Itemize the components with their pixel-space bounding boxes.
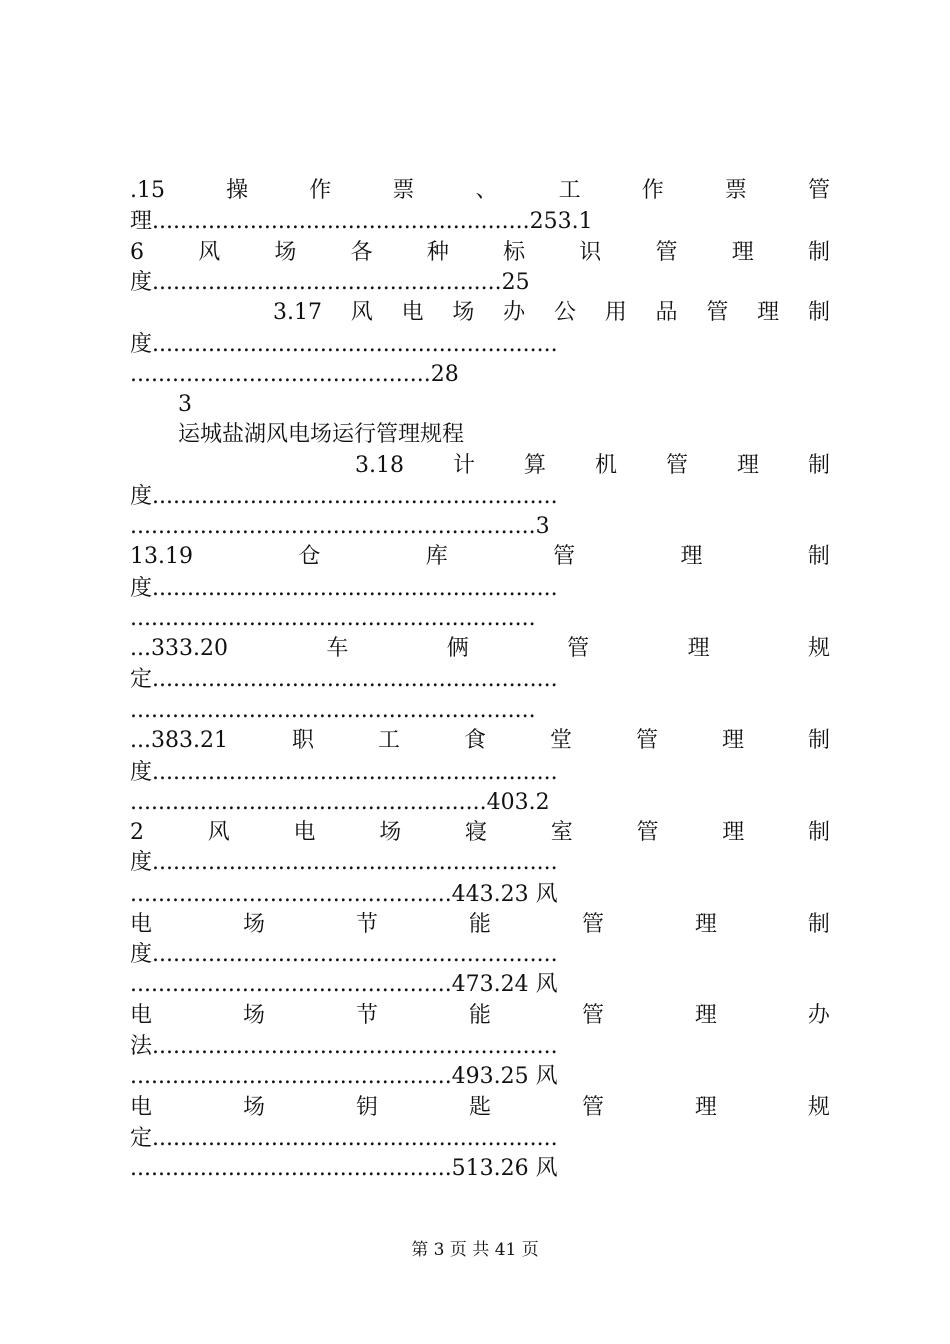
toc-line-token: 3.18 <box>355 453 404 478</box>
toc-line-token: 制 <box>807 820 830 845</box>
toc-line-token: 管 <box>665 453 688 478</box>
toc-line-token: 制 <box>807 912 830 937</box>
toc-line-token: 电 <box>401 300 424 325</box>
toc-line-token: 场 <box>242 912 265 937</box>
toc-line: ..........................................................3 <box>130 514 550 539</box>
toc-line-token: 管 <box>635 728 658 753</box>
toc-line-token: 制 <box>807 300 830 325</box>
toc-line: 度.......................................................... <box>130 332 558 357</box>
toc-line-token: 管 <box>581 1003 604 1028</box>
toc-line-token: 用 <box>604 300 627 325</box>
toc-line-token: 作 <box>641 178 664 203</box>
toc-line-token: 库 <box>425 544 448 569</box>
toc-line <box>130 542 830 572</box>
toc-line-token: 管 <box>567 636 590 661</box>
toc-line-token: 风 <box>198 240 221 265</box>
toc-line: 度..................................................25 <box>130 270 530 295</box>
toc-line <box>130 1001 830 1031</box>
toc-line-token: 节 <box>355 1003 378 1028</box>
toc-line-token: 管 <box>581 912 604 937</box>
toc-line-token: 钥 <box>355 1095 378 1120</box>
toc-line-token: 堂 <box>549 728 572 753</box>
toc-line-token: ...383.21 <box>130 728 228 753</box>
toc-line-token: 制 <box>807 544 830 569</box>
toc-line-token: 制 <box>807 453 830 478</box>
toc-line-token: 管 <box>636 820 659 845</box>
toc-line: ..............................................443.23 风 <box>130 882 558 907</box>
toc-line-token: 电 <box>293 820 316 845</box>
toc-line-token: 机 <box>594 453 617 478</box>
toc-line-token: 理 <box>736 453 759 478</box>
toc-line <box>130 910 830 940</box>
toc-line-token: 办 <box>807 1003 830 1028</box>
toc-line-token: 工 <box>558 178 581 203</box>
toc-line-token: 理 <box>722 820 745 845</box>
toc-line: 度.......................................................... <box>130 850 558 875</box>
toc-line-token: 规 <box>807 636 830 661</box>
toc-line-token: ...333.20 <box>130 636 228 661</box>
toc-line-token: 3.17 <box>273 300 322 325</box>
toc-line: ..............................................513.26 风 <box>130 1156 558 1181</box>
toc-line-token: 理 <box>757 300 780 325</box>
toc-line-token: 寝 <box>464 820 487 845</box>
toc-line-token: 车 <box>326 636 349 661</box>
toc-line: ..............................................473.24 风 <box>130 972 558 997</box>
toc-line-token: 品 <box>655 300 678 325</box>
toc-line-token: 管 <box>655 240 678 265</box>
toc-line-token: 风 <box>207 820 230 845</box>
toc-line: 理......................................................253.1 <box>130 209 593 234</box>
toc-line-token: 理 <box>680 544 703 569</box>
toc-line-token: 办 <box>503 300 526 325</box>
toc-line-token: 、 <box>475 178 498 203</box>
toc-line-token: 理 <box>694 1095 717 1120</box>
toc-line <box>130 818 830 848</box>
toc-line: 度.......................................................... <box>130 576 558 601</box>
page-footer: 第 3 页 共 41 页 <box>411 1240 539 1260</box>
toc-line-token: 规 <box>807 1095 830 1120</box>
toc-line-token: 匙 <box>468 1095 491 1120</box>
toc-line-token: 算 <box>523 453 546 478</box>
toc-line-token: 理 <box>694 912 717 937</box>
toc-line <box>130 634 830 664</box>
toc-line: .......................................................... <box>130 606 536 631</box>
toc-line-token: 管 <box>807 178 830 203</box>
toc-line <box>130 1093 830 1123</box>
toc-line-token: 仓 <box>298 544 321 569</box>
toc-line: 3 <box>178 392 192 417</box>
toc-line-token: 电 <box>130 1003 153 1028</box>
toc-line-token: 场 <box>274 240 297 265</box>
toc-line: 定.......................................................... <box>130 1126 558 1151</box>
toc-line <box>130 726 830 756</box>
toc-line-token: 制 <box>807 240 830 265</box>
toc-line-token: 票 <box>392 178 415 203</box>
toc-line: 度.......................................................... <box>130 942 558 967</box>
toc-line-token: 管 <box>706 300 729 325</box>
toc-line-token: 13.19 <box>130 544 193 569</box>
toc-line-token: 场 <box>452 300 475 325</box>
toc-line-token: .15 <box>130 178 165 203</box>
toc-line <box>273 298 830 328</box>
toc-line-token: 职 <box>291 728 314 753</box>
toc-line-token: 理 <box>694 1003 717 1028</box>
toc-line: 定.......................................................... <box>130 667 558 692</box>
toc-line-token: 制 <box>807 728 830 753</box>
toc-line-token: 室 <box>550 820 573 845</box>
toc-line-token: 电 <box>130 1095 153 1120</box>
toc-line-token: 计 <box>452 453 475 478</box>
toc-line-token: 管 <box>553 544 576 569</box>
toc-line: .......................................................... <box>130 698 536 723</box>
toc-line-token: 工 <box>377 728 400 753</box>
toc-line-token: 场 <box>242 1003 265 1028</box>
toc-line: 法.......................................................... <box>130 1034 558 1059</box>
toc-line-token: 票 <box>724 178 747 203</box>
toc-line-token: 各 <box>350 240 373 265</box>
toc-line-token: 6 <box>130 240 144 265</box>
toc-line-token: 电 <box>130 912 153 937</box>
toc-line-token: 节 <box>355 912 378 937</box>
toc-line <box>355 451 830 481</box>
toc-line-token: 操 <box>226 178 249 203</box>
toc-line-token: 俩 <box>446 636 469 661</box>
toc-line <box>130 238 830 268</box>
toc-line-token: 识 <box>579 240 602 265</box>
toc-line-token: 种 <box>426 240 449 265</box>
toc-line: ..............................................493.25 风 <box>130 1064 558 1089</box>
toc-line-token: 食 <box>463 728 486 753</box>
toc-line <box>130 176 830 206</box>
toc-line-token: 2 <box>130 820 144 845</box>
toc-line: 运城盐湖风电场运行管理规程 <box>178 422 465 447</box>
toc-line-token: 能 <box>468 912 491 937</box>
toc-line: ...................................................403.2 <box>130 790 550 815</box>
toc-line: 度.......................................................... <box>130 484 558 509</box>
toc-line-token: 标 <box>503 240 526 265</box>
toc-line-token: 理 <box>721 728 744 753</box>
toc-line-token: 管 <box>581 1095 604 1120</box>
toc-line-token: 场 <box>379 820 402 845</box>
toc-line: ...........................................28 <box>130 362 459 387</box>
toc-line-token: 理 <box>687 636 710 661</box>
toc-line-token: 场 <box>242 1095 265 1120</box>
toc-line-token: 公 <box>553 300 576 325</box>
toc-line-token: 风 <box>350 300 373 325</box>
toc-line-token: 理 <box>731 240 754 265</box>
toc-line-token: 作 <box>309 178 332 203</box>
toc-line-token: 能 <box>468 1003 491 1028</box>
toc-line: 度.......................................................... <box>130 760 558 785</box>
